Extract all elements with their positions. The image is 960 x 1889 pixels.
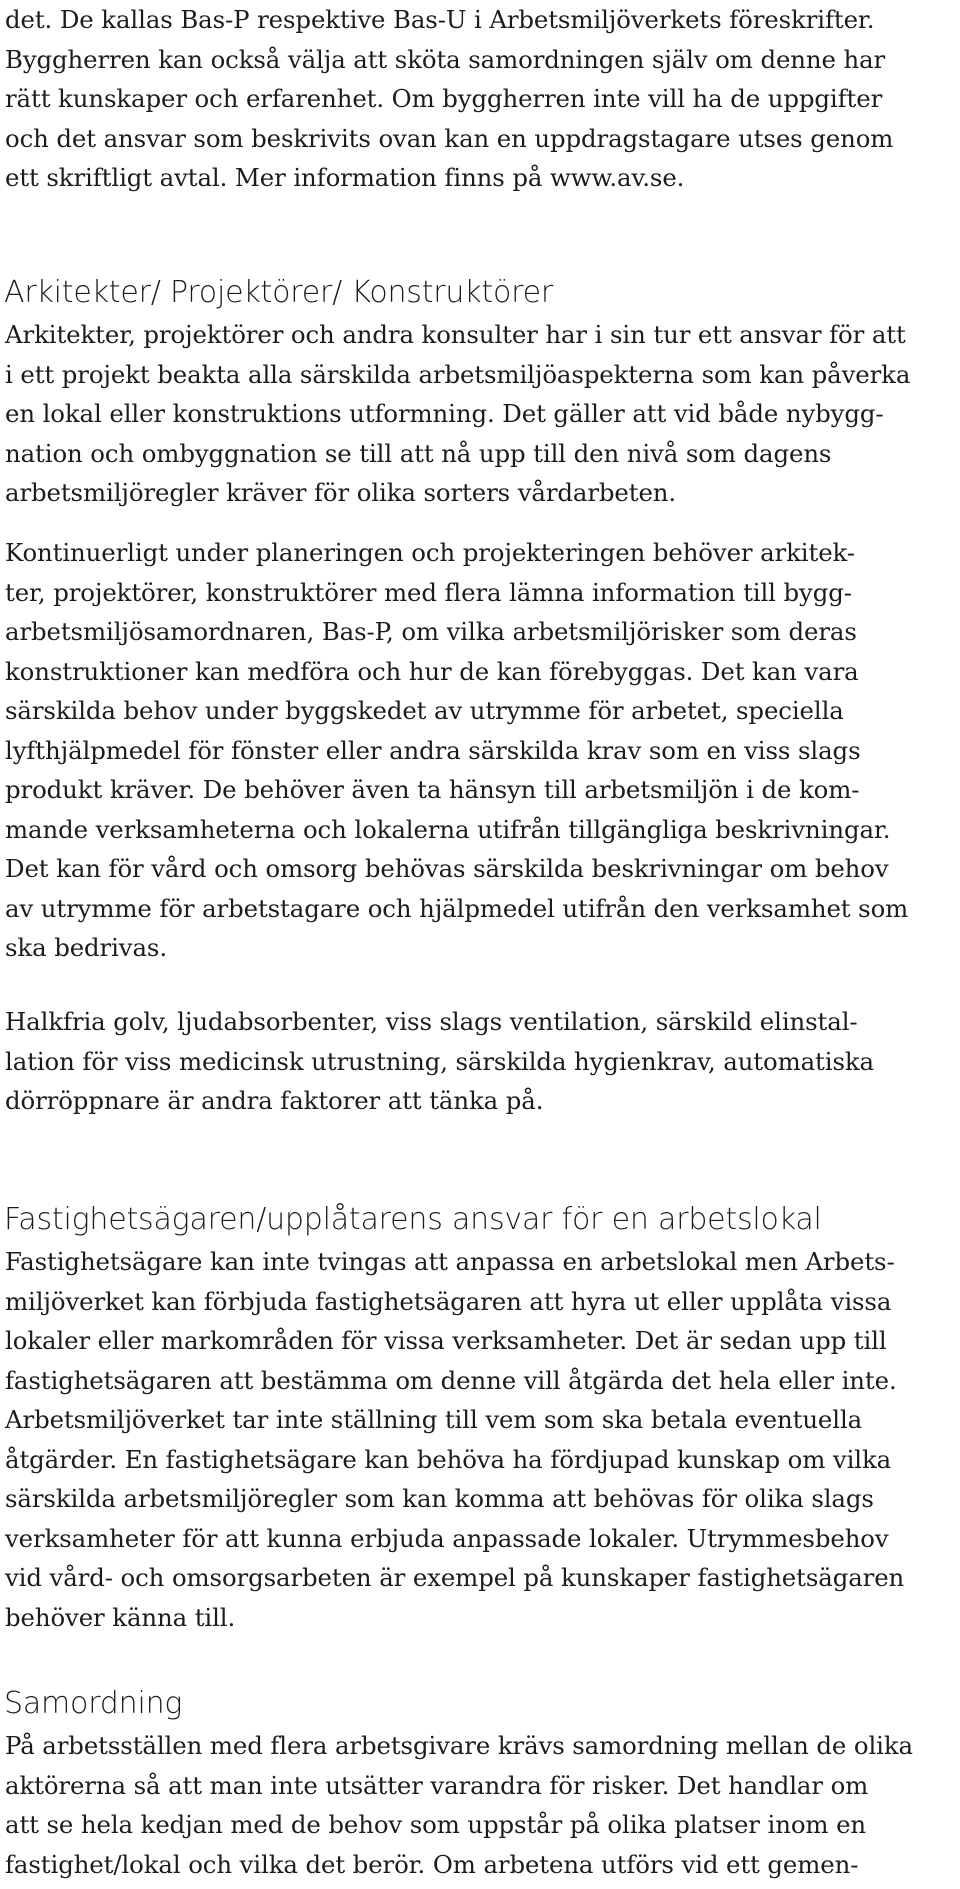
heading-arkitekter: Arkitekter/ Projektörer/ Konstruktörer — [4, 275, 553, 310]
paragraph-samordning-1: På arbetsställen med flera arbetsgivare krävs samordning mellan de olika aktörerna så att man inte utsätter varandra för risker. Det handlar om att se hela kedjan med de behov som uppstår på olika platser inom en fastighet/lokal och vilka det berör. Om arbetena utförs vid ett gemen- — [5, 1731, 913, 1879]
paragraph-arkitekter-1: Arkitekter, projektörer och andra konsulter har i sin tur ett ansvar för att i ett projekt beakta alla särskilda arbetsmiljöaspekterna som kan påverka en lokal eller konstruktions utformning. Det gäller att vid både nybygg- nation och ombyggnation se till att nå upp till den nivå som dagens arbetsmiljöregler kräver för olika sorters vårdarbeten. — [5, 320, 911, 507]
paragraph-arkitekter-2: Kontinuerligt under planeringen och projekteringen behöver arkitek- ter, projektörer, konstruktörer med flera lämna information till bygg- arbetsmiljösamordnaren, Bas-P, om vilka arbetsmiljörisker som deras konstruktioner kan medföra och hur de kan förebyggas. Det kan vara särskilda behov under byggskedet av utrymme för arbetet, speciella lyfthjälpmedel för fönster eller andra särskilda krav som en viss slags produkt kräver. De behöver även ta hänsyn till arbetsmiljön i de kom- mande verksamheterna och lokalerna utifrån tillgängliga beskrivningar. Det kan för vård och omsorg behövas särskilda beskrivningar om behov av utrymme för arbetstagare och hjälpmedel utifrån den verksamhet som ska bedrivas. — [5, 538, 909, 962]
heading-fastighet: Fastighetsägaren/upplåtarens ansvar för en arbetslokal — [4, 1202, 822, 1237]
intro-paragraph: det. De kallas Bas-P respektive Bas-U i Arbetsmiljöverkets föreskrifter. Byggherren kan också välja att sköta samordningen själv om denne har rätt kunskaper och erfarenhet. Om byggherren inte vill ha de uppgifter och det ansvar som beskrivits ovan kan en uppdragstagare utses genom ett skriftligt avtal. Mer information finns på www.av.se. — [5, 5, 894, 192]
paragraph-arkitekter-3: Halkfria golv, ljudabsorbenter, viss slags ventilation, särskild elinstal- lation för viss medicinsk utrustning, särskilda hygienkrav, automatiska dörröppnare är andra faktorer att tänka på. — [5, 1007, 874, 1115]
heading-samordning: Samordning — [4, 1686, 183, 1721]
paragraph-fastighet-1: Fastighetsägare kan inte tvingas att anpassa en arbetslokal men Arbets- miljöverket kan förbjuda fastighetsägaren att hyra ut eller upplåta vissa lokaler eller markområden för vissa verksamheter. Det är sedan upp till fastighetsägaren att bestämma om denne vill åtgärda det hela eller inte. Arbetsmiljöverket tar inte ställning till vem som ska betala eventuella åtgärder. En fastighetsägare kan behöva ha fördjupad kunskap om vilka särskilda arbetsmiljöregler som kan komma att behövas för olika slags verksamheter för att kunna erbjuda anpassade lokaler. Utrymmesbehov vid vård- och omsorgsarbeten är exempel på kunskaper fastighetsägaren behöver känna till. — [5, 1247, 905, 1632]
